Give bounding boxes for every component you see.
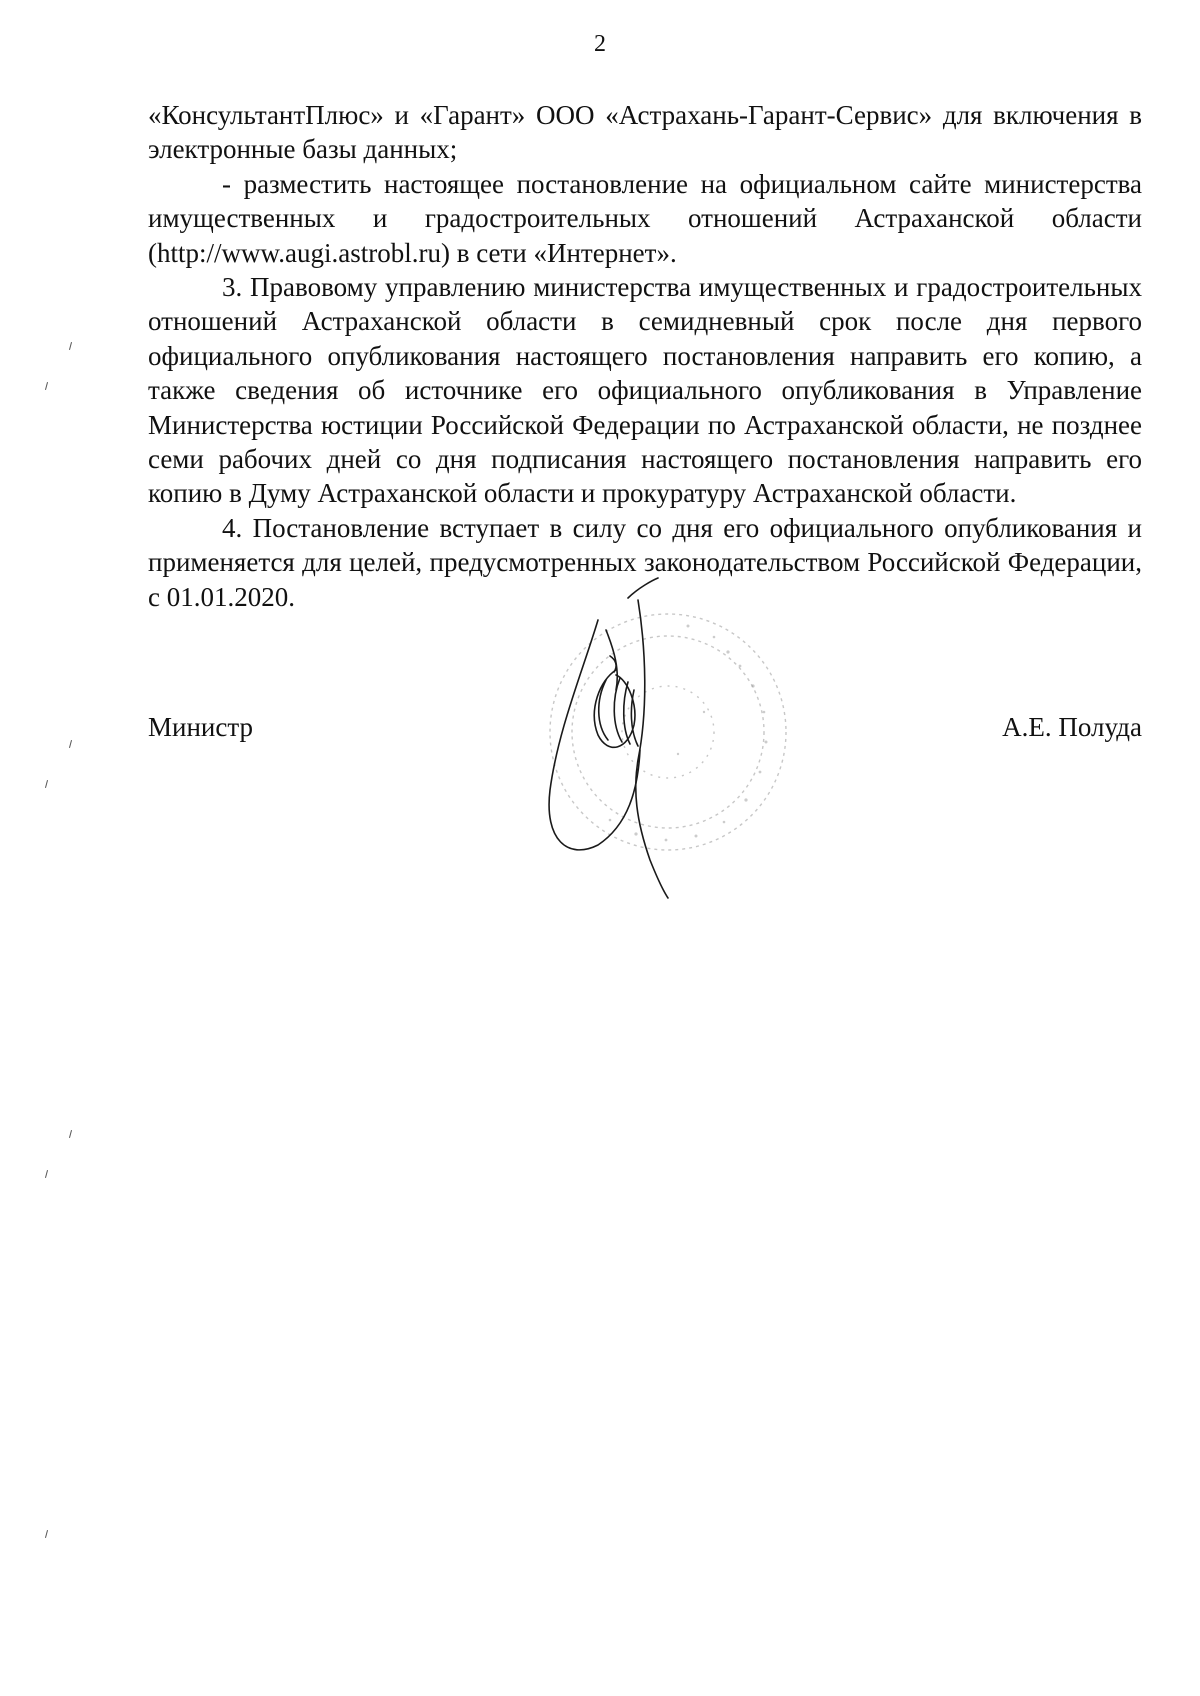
signatory-title: Министр [148, 712, 253, 742]
page-number: 2 [594, 31, 606, 57]
scan-margin-mark [69, 342, 72, 350]
scan-margin-mark [45, 382, 48, 390]
paragraph-continuation: «КонсультантПлюс» и «Гарант» ООО «Астрахань-Гарант-Сервис» для включения в электронные базы данных; [148, 100, 1142, 165]
scan-margin-mark [45, 1170, 48, 1178]
signatory-name: А.Е. Полуда [1002, 712, 1142, 742]
handwritten-signature [488, 560, 728, 900]
paragraph-item-3: 3. Правовому управлению министерства имущественных и градостроительных отношений Астраханской области в семидневный срок после дня первого официального опубликования настоящего постановления направить его копию, а также сведения об источнике его официального опубликования в Управление Министерства юстиции Российской Федерации по Астраханской области, не позднее семи рабочих дней со дня подписания настоящего постановления направить его копию в Думу Астраханской области и прокуратуру Астраханской области. [148, 272, 1142, 509]
paragraph-item-4: 4. Постановление вступает в силу со дня его официального опубликования и применяется для целей, предусмотренных законодательством Российской Федерации, с 01.01.2020. [148, 512, 1142, 612]
scan-margin-mark [45, 780, 48, 788]
document-body [148, 98, 1142, 614]
scan-margin-mark [69, 740, 72, 748]
scan-margin-mark [45, 1530, 48, 1538]
signature-block [148, 600, 1142, 900]
scan-margin-mark [69, 1130, 72, 1138]
paragraph-website-publication: - разместить настоящее постановление на официальном сайте министерства имущественных и градостроительных отношений Астраханской области (http://www.augi.astrobl.ru) в сети «Интернет». [148, 168, 1142, 268]
